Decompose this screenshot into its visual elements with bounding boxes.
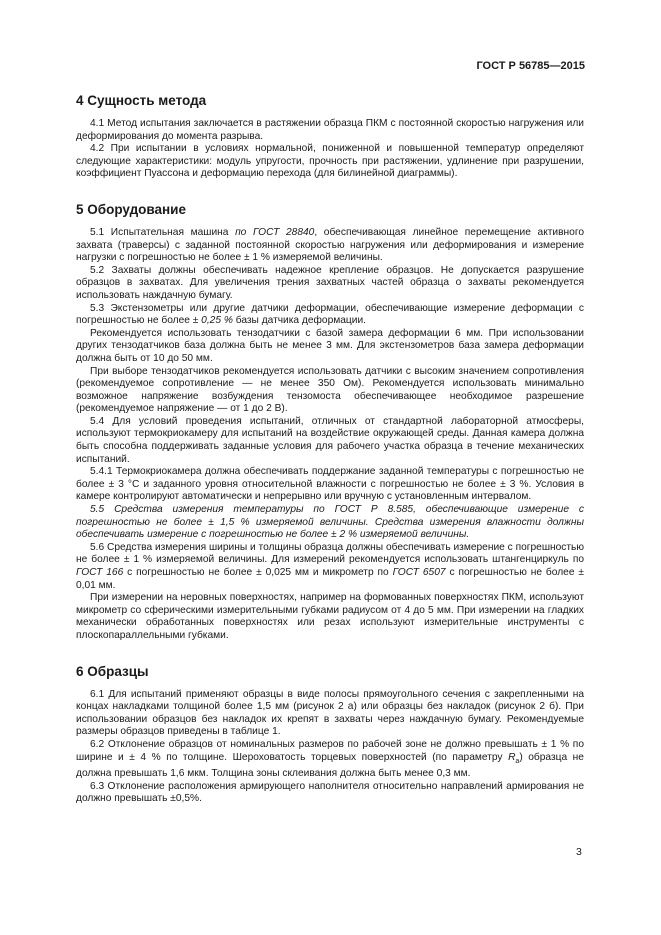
paragraph-5-1: 5.1 Испытательная машина по ГОСТ 28840, обеспечивающая линейное перемещение активного захвата (траверсы) с заданной постоянной скоростью нагружения или деформирования и измерение нагрузки с погрешностью не более ± 1 % измеряемой величины. [76,226,584,264]
paragraph-5-5: 5.5 Средства измерения температуры по ГОСТ Р 8.585, обеспечивающие измерение с погрешностью не более ± 1,5 % измеряемой величины. Средства измерения влажности должны обеспечивать измерение с погрешностью не более ± 2 % измеряемой величины. [76,504,584,541]
standard-code: ГОСТ Р 56785—2015 [476,60,585,72]
paragraph-5-3-note: Рекомендуется использовать тензодатчики с базой замера деформации 6 мм. При использовании других тензодатчиков база должна быть не менее 3 мм. Для экстензометров база замера деформации должна быть от 10 до 50 мм. [76,327,584,364]
paragraph-6-3: 6.3 Отклонение расположения армирующего наполнителя относительно направлений армирования не должно превышать ±0,5%. [76,780,584,805]
document-body [76,92,584,806]
paragraph-5-6-note: При измерении на неровных поверхностях, например на формованных поверхностях ПКМ, используют микрометр со сферическими измерительными губками радиусом от 4 до 5 мм. При измерении на гладких механически обработанных поверхностях или резах используют измерительные инструменты с плоскопараллельными губками. [76,592,584,641]
section-5-title: 5 Оборудование [76,201,186,217]
paragraph-5-6: 5.6 Средства измерения ширины и толщины образца должны обеспечивать измерение с погрешностью не более ± 1 % измеряемой величины. Для измерений рекомендуется использовать штангенциркуль по ГОСТ 166 с погрешностью не более ± 0,025 мм и микрометр по ГОСТ 6507 с погрешностью не более ± 0,01 мм. [76,541,584,591]
paragraph-5-3: 5.3 Экстензометры или другие датчики деформации, обеспечивающие измерение деформации с погрешностью не более ± 0,25 % базы датчика деформации. [76,302,584,327]
page-number: 3 [576,846,582,858]
paragraph-4-1: 4.1 Метод испытания заключается в растяжении образца ПКМ с постоянной скоростью нагружения или деформирования до момента разрыва. [76,118,584,142]
paragraph-4-2: 4.2 При испытании в условиях нормальной, пониженной и повышенной температур определяют следующие характеристики: модуль упругости, прочность при растяжении, удлинение при разрушении, коэффициент Пуассона и деформацию перехода (для билинейной диаграммы). [76,143,584,180]
section-6-title: 6 Образцы [76,663,149,679]
section-4-title: 4 Сущность метода [76,93,207,108]
paragraph-5-3-strain-gauges: При выборе тензодатчиков рекомендуется использовать датчики с высоким значением сопротивления (рекомендуемое сопротивление — не менее 350 Ом). Рекомендуется использовать минимально возможное напряжение возбуждения тензомоста обеспечивающее необходимое разрешение (рекомендуемое напряжение — от 1 до 2 В). [76,365,584,415]
paragraph-5-4-1: 5.4.1 Термокриокамера должна обеспечивать поддержание заданной температуры с погрешностью не более ± 3 °С и заданного уровня относительной влажности с погрешностью не более ± 3 %. Условия в камере контролируют автоматически и непрерывно или вручную с установленным интервалом. [76,466,584,503]
paragraph-5-4: 5.4 Для условий проведения испытаний, отличных от стандартной лабораторной атмосферы, используют термокриокамеру для испытаний на воздействие окружающей среды. Данная камера должна быть способна поддерживать заданные условия для рабочего участка образца в течение механических испытаний. [76,415,584,465]
paragraph-6-2: 6.2 Отклонение образцов от номинальных размеров по рабочей зоне не должно превышать ± 1 % по ширине и ± 4 % по толщине. Шероховатость торцевых поверхностей (по параметру $R_a$) образца не должна превышать 1,6 мкм. Толщина зоны склеивания должна быть менее 0,3 мм. [76,738,584,780]
paragraph-6-1: 6.1 Для испытаний применяют образцы в виде полосы прямоугольного сечения с закрепленными на концах накладками толщиной более 1,5 мм (рисунок 2 а) или образцы без накладок (рисунок 2 б). При использовании образцов без накладок их крепят в захваты через наждачную бумагу. Рекомендуемые размеры образцов приведены в таблице 1. [76,688,584,738]
paragraph-5-2: 5.2 Захваты должны обеспечивать надежное крепление образцов. Не допускается разрушение образцов в захватах. Для увеличения трения захватных частей образца о захваты рекомендуется использовать наждачную бумагу. [76,264,584,301]
